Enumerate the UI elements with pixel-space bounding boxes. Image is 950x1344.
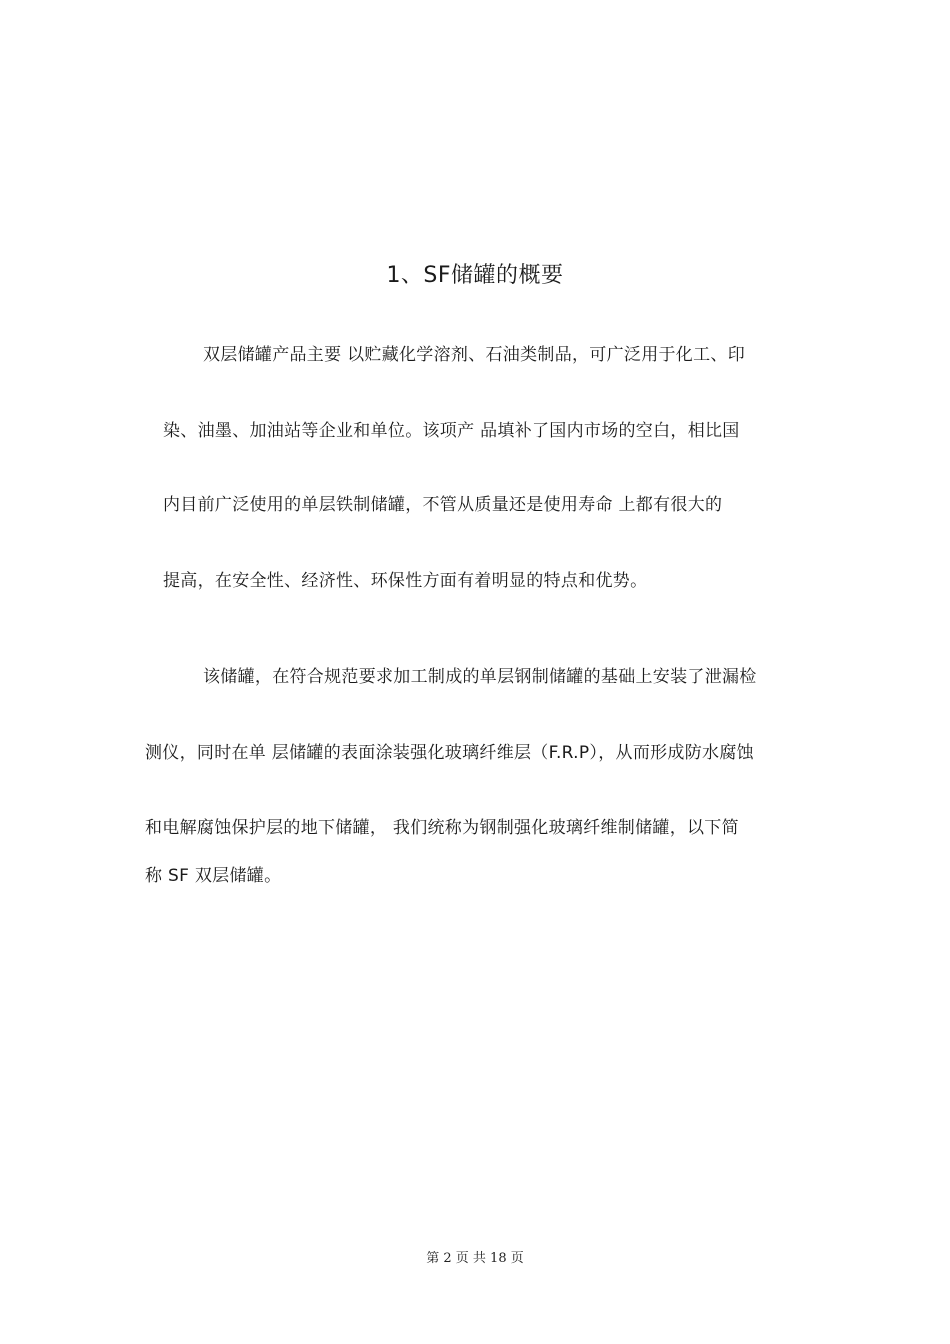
paragraph-1-line-1: 双层储罐产品主要 以贮藏化学溶剂、石油类制品，可广泛用于化工、印 xyxy=(203,345,746,365)
paragraph-1-line-4: 提高，在安全性、经济性、环保性方面有着明显的特点和优势。 xyxy=(163,571,648,591)
paragraph-2-line-1: 该储罐，在符合规范要求加工制成的单层钢制储罐的基础上安装了泄漏检 xyxy=(203,667,757,687)
paragraph-1-line-2: 染、油墨、加油站等企业和单位。该项产 品填补了国内市场的空白，相比国 xyxy=(163,421,740,441)
paragraph-2-line-2: 测仪，同时在单 层储罐的表面涂装强化玻璃纤维层（F.R.P），从而形成防水腐蚀 xyxy=(145,743,754,763)
paragraph-1-line-3: 内目前广泛使用的单层铁制储罐，不管从质量还是使用寿命 上都有很大的 xyxy=(163,495,723,515)
paragraph-2-line-3: 和电解腐蚀保护层的地下储罐， 我们统称为钢制强化玻璃纤维制储罐，以下简 xyxy=(145,818,739,838)
page-number-footer: 第 2 页 共 18 页 xyxy=(426,1251,524,1266)
section-title: 1、SF储罐的概要 xyxy=(386,263,564,288)
paragraph-2-line-4: 称 SF 双层储罐。 xyxy=(145,866,282,886)
